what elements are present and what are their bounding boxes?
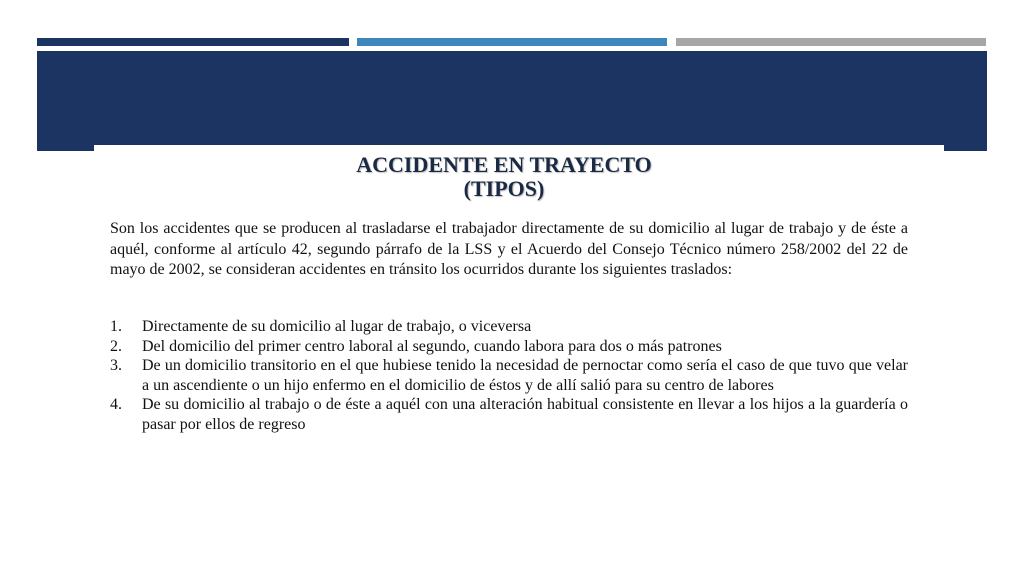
content-image bbox=[94, 145, 944, 485]
list-item-text: Del domicilio del primer centro laboral al segundo, cuando labora para dos o más patrones bbox=[142, 337, 722, 355]
list-item bbox=[110, 317, 908, 337]
slide-heading bbox=[94, 153, 914, 201]
list-item bbox=[110, 356, 908, 395]
accent-bar-blue bbox=[357, 38, 667, 46]
title-band bbox=[37, 51, 987, 151]
heading-line-2: (TIPOS) bbox=[463, 176, 545, 201]
list-item-number: 1. bbox=[110, 318, 122, 335]
heading-line-1: ACCIDENTE EN TRAYECTO bbox=[356, 152, 652, 177]
intro-paragraph: Son los accidentes que se producen al trasladarse el trabajador directamente de su domicilio al lugar de trabajo y de éste a aquél, conforme al artículo 42, segundo párrafo de la LSS y el Acuerdo del Consejo Técnico número 258/2002 del 22 de mayo de 2002, se consideran accidentes en tránsito los ocurridos durante los siguientes traslados: bbox=[110, 220, 908, 278]
list-item-number: 4. bbox=[110, 396, 122, 413]
list-item bbox=[110, 395, 908, 434]
list-item-text: De su domicilio al trabajo o de éste a aquél con una alteración habitual consistente en llevar a los hijos a la guardería o pasar por ellos de regreso bbox=[142, 396, 908, 433]
list-item-number: 2. bbox=[110, 337, 122, 355]
list-item-text: Directamente de su domicilio al lugar de trabajo, o viceversa bbox=[142, 318, 532, 335]
accent-bar-gray bbox=[676, 38, 986, 46]
list-item bbox=[110, 337, 908, 357]
list-item-text: De un domicilio transitorio en el que hubiese tenido la necesidad de pernoctar como sería el caso de que tuvo que velar a un ascendiente o un hijo enfermo en el domicilio de éstos y de allí salió para su centro de labores bbox=[142, 357, 908, 394]
accent-bar-dark bbox=[37, 38, 349, 46]
traslados-list bbox=[110, 317, 908, 434]
list-item-number: 3. bbox=[110, 357, 122, 374]
